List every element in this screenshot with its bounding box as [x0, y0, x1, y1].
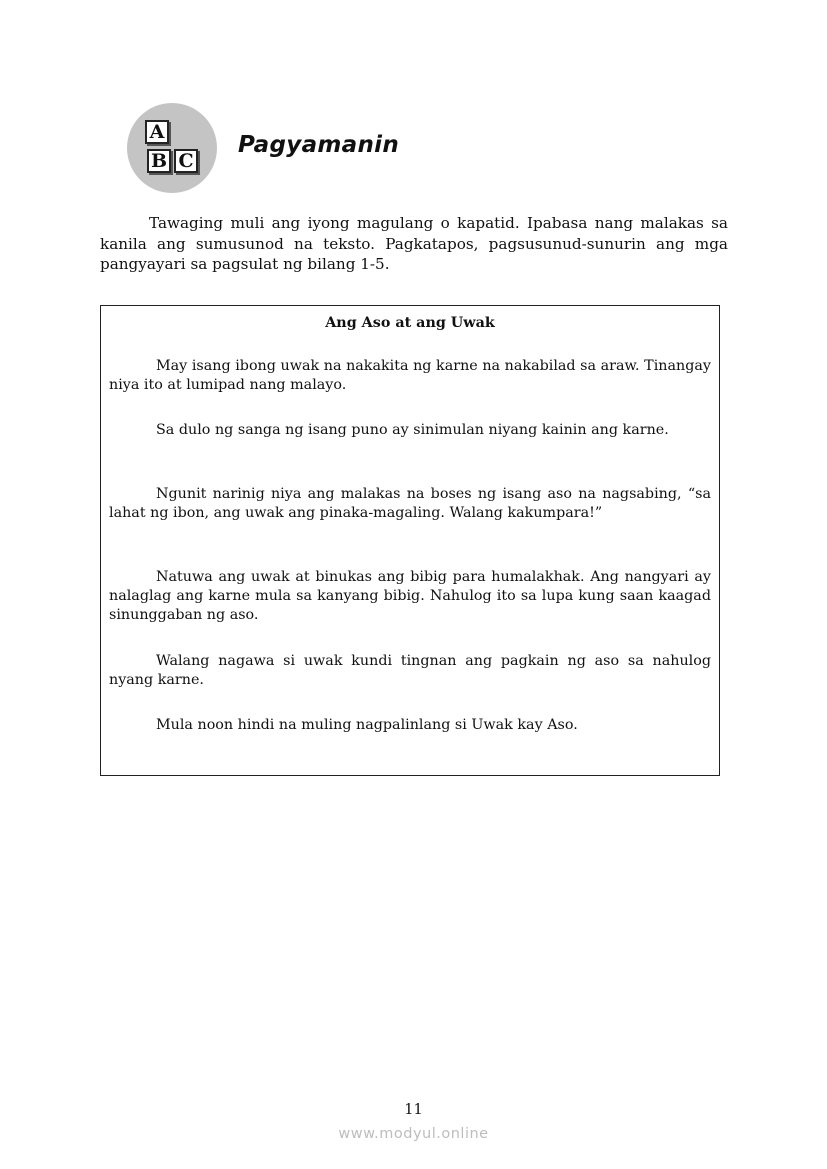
letter-block-b: B — [147, 149, 171, 173]
story-paragraph-6: Mula noon hindi na muling nagpalinlang si Uwak kay Aso. — [156, 717, 578, 733]
story-paragraph-3: Ngunit narinig niya ang malakas na boses ng isang aso na nagsabing, “sa lahat ng ibon, ang uwak ang pinaka-magaling. Walang kakumpara!” — [109, 486, 711, 521]
story-box — [100, 305, 720, 776]
page-number: 11 — [404, 1102, 423, 1118]
section-title: Pagyamanin — [238, 132, 400, 158]
story-paragraph-4: Natuwa ang uwak at binukas ang bibig para humalakhak. Ang nangyari ay nalaglag ang karne mula sa kanyang bibig. Nahulog ito sa lupa kung saan kaagad sinunggaban ng aso. — [109, 569, 711, 623]
instructions-paragraph: Tawaging muli ang iyong magulang o kapatid. Ipabasa nang malakas sa kanila ang sumusunod na teksto. Pagkatapos, pagsusunud-sunurin ang mga pangyayari sa pagsulat ng bilang 1-5. — [100, 214, 728, 273]
story-paragraph-2: Sa dulo ng sanga ng isang puno ay sinimulan niyang kainin ang karne. — [156, 422, 669, 438]
section-header — [127, 103, 527, 195]
story-title: Ang Aso at ang Uwak — [325, 315, 495, 331]
story-paragraph-1: May isang ibong uwak na nakakita ng karne na nakabilad sa araw. Tinangay niya ito at lumipad nang malayo. — [109, 358, 711, 393]
watermark-text: www.modyul.online — [338, 1126, 489, 1142]
abc-blocks-icon — [127, 103, 217, 193]
letter-block-a: A — [145, 120, 169, 144]
story-paragraph-5: Walang nagawa si uwak kundi tingnan ang pagkain ng aso sa nahulog nyang karne. — [109, 653, 711, 688]
letter-block-c: C — [174, 149, 198, 173]
